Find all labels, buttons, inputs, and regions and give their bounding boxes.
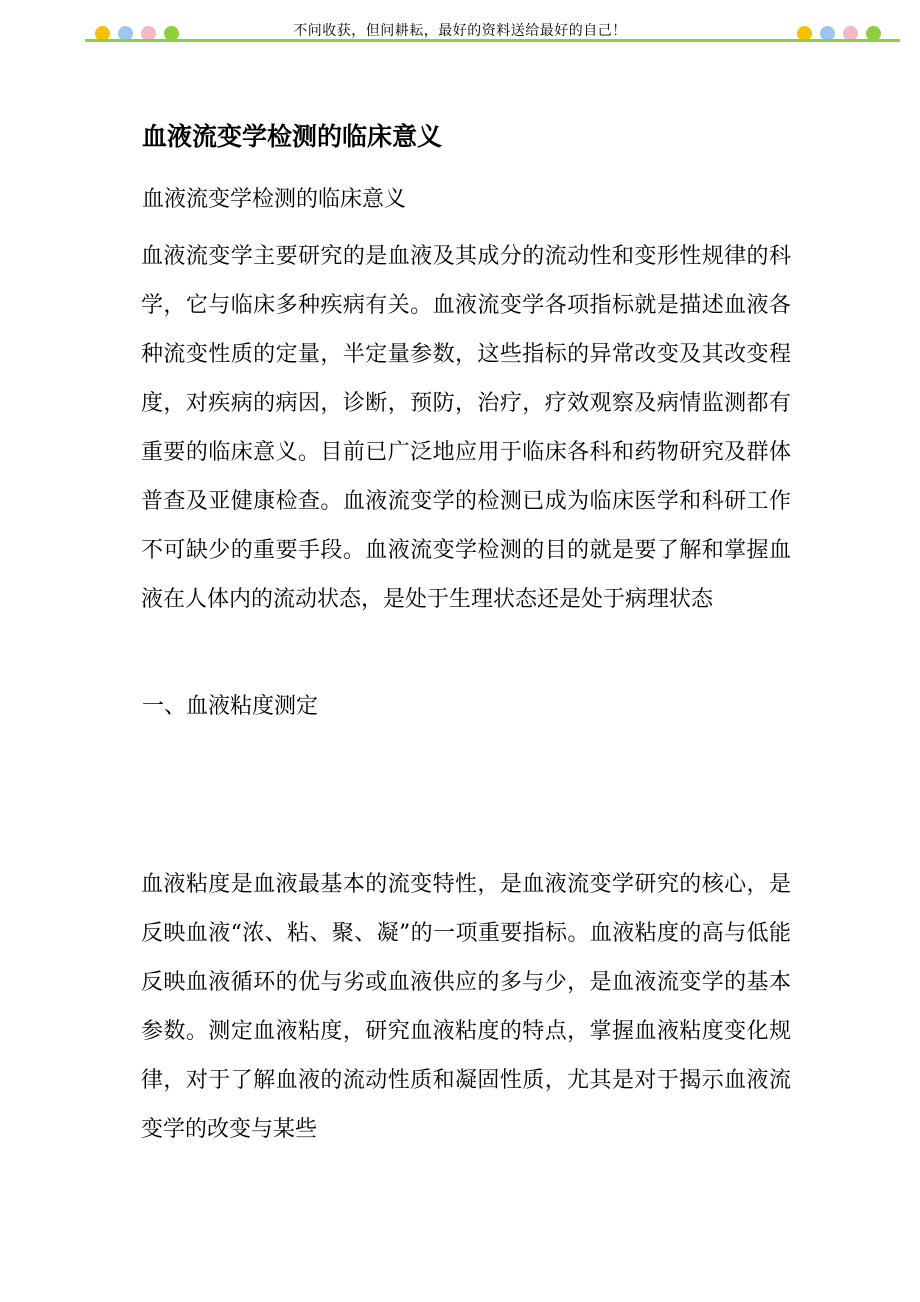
page-header xyxy=(0,0,920,50)
section-heading: 一、血液粘度测定 xyxy=(142,694,319,719)
intro-paragraph: 血液流变学主要研究的是血液及其成分的流动性和变形性规律的科学，它与临床多种疾病有关。血液流变学各项指标就是描述血液各种流变性质的定量，半定量参数，这些指标的异常改变及其改变程度，对疾病的病因，诊断，预防，治疗，疗效观察及病情监测都有重要的临床意义。目前已广泛地应用于临床各科和药物研究及群体普查及亚健康检查。血液流变学的检测已成为临床医学和科研工作不可缺少的重要手段。血液流变学检测的目的就是要了解和掌握血液在人体内的流动状态，是处于生理状态还是处于病理状态 xyxy=(141,244,791,612)
header-motto: 不问收获，但问耕耘，最好的资料送给最好的自己！ xyxy=(293,23,627,39)
section-paragraph: 血液粘度是血液最基本的流变特性，是血液流变学研究的核心，是反映血液“浓、粘、聚、凝”的一项重要指标。血液粘度的高与低能反映血液循环的优与劣或血液供应的多与少，是血液流变学的基本参数。测定血液粘度，研究血液粘度的特点，掌握血液粘度变化规律，对于了解血液的流动性质和凝固性质，尤其是对于揭示血液流变学的改变与某些 xyxy=(141,872,791,1142)
document-subtitle: 血液流变学检测的临床意义 xyxy=(142,187,407,212)
header-rule xyxy=(85,39,900,42)
page-title: 血液流变学检测的临床意义 xyxy=(142,122,443,151)
